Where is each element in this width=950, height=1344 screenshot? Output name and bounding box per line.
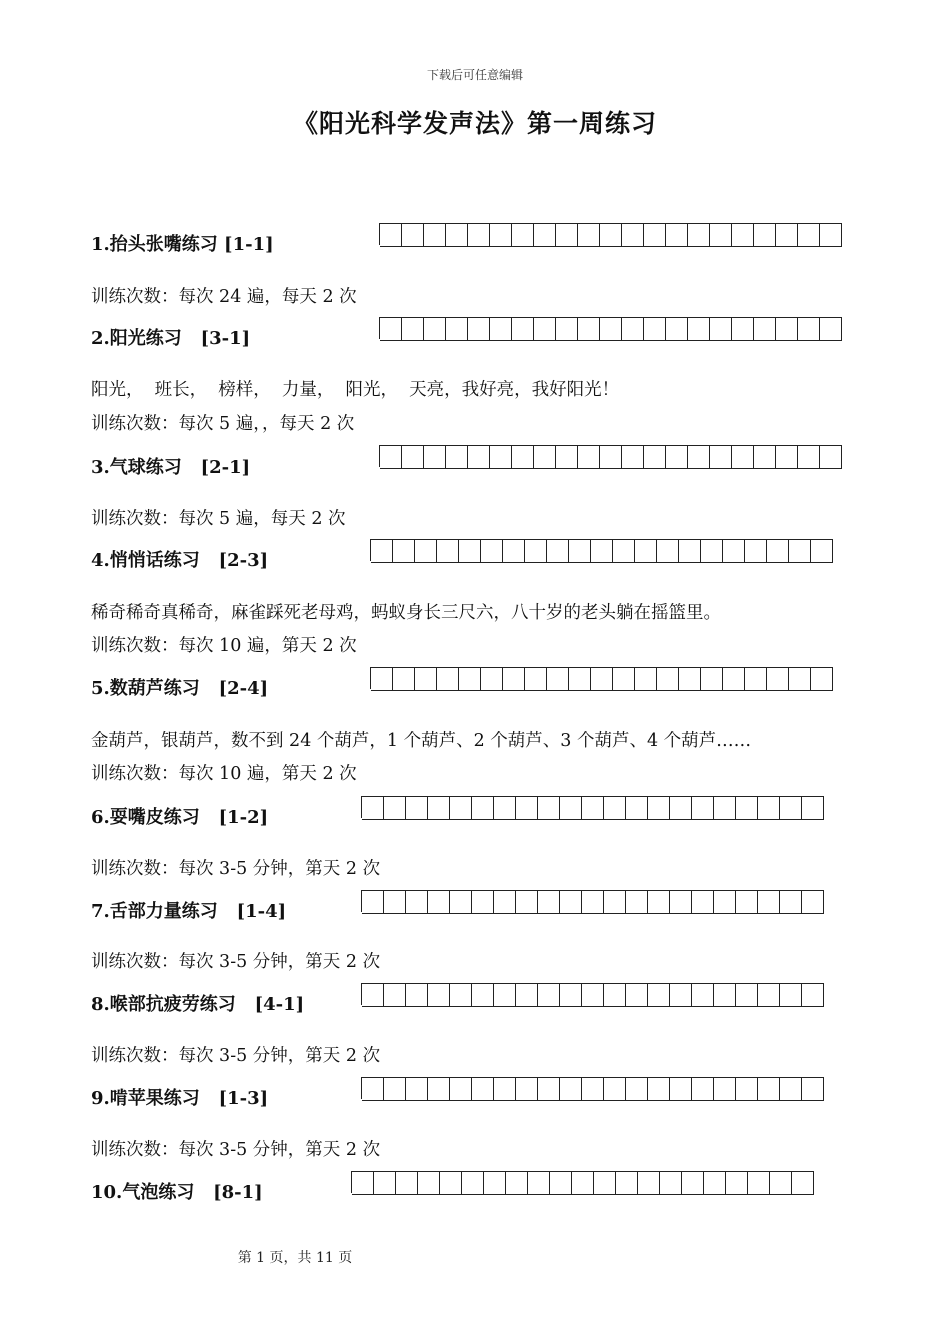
practice-checkbox[interactable] xyxy=(604,1077,626,1101)
practice-checkbox[interactable] xyxy=(714,1077,736,1101)
practice-checkbox[interactable] xyxy=(758,983,780,1007)
practice-checkbox[interactable] xyxy=(450,890,472,914)
practice-checkbox[interactable] xyxy=(415,667,437,691)
practice-checkbox[interactable] xyxy=(402,317,424,341)
practice-checkbox[interactable] xyxy=(682,1171,704,1195)
practice-checkbox[interactable] xyxy=(446,317,468,341)
practice-checkbox[interactable] xyxy=(534,317,556,341)
practice-checkbox[interactable] xyxy=(556,223,578,247)
practice-checkbox[interactable] xyxy=(428,890,450,914)
practice-checkbox[interactable] xyxy=(736,983,758,1007)
practice-checkbox[interactable] xyxy=(648,890,670,914)
practice-checkbox[interactable] xyxy=(384,1077,406,1101)
practice-checkbox[interactable] xyxy=(723,667,745,691)
practice-checkbox-grid xyxy=(370,667,833,689)
practice-checkbox[interactable] xyxy=(622,317,644,341)
practice-checkbox[interactable] xyxy=(798,317,820,341)
practice-checkbox[interactable] xyxy=(767,667,789,691)
practice-checkbox[interactable] xyxy=(560,1077,582,1101)
practice-checkbox[interactable] xyxy=(748,1171,770,1195)
practice-checkbox[interactable] xyxy=(798,223,820,247)
practice-checkbox-grid xyxy=(370,539,833,561)
practice-checkbox[interactable] xyxy=(406,796,428,820)
exercise-line: 训练次数：每次 3-5 分钟，第天 2 次 xyxy=(91,1140,381,1160)
practice-checkbox[interactable] xyxy=(547,539,569,563)
exercise-line: 训练次数：每次 10 遍，第天 2 次 xyxy=(91,764,357,784)
practice-checkbox[interactable] xyxy=(767,539,789,563)
practice-checkbox[interactable] xyxy=(802,890,824,914)
practice-checkbox[interactable] xyxy=(758,796,780,820)
practice-checkbox[interactable] xyxy=(516,1077,538,1101)
practice-checkbox[interactable] xyxy=(798,445,820,469)
practice-checkbox[interactable] xyxy=(736,1077,758,1101)
practice-checkbox[interactable] xyxy=(802,796,824,820)
practice-checkbox[interactable] xyxy=(710,223,732,247)
practice-checkbox[interactable] xyxy=(736,890,758,914)
practice-checkbox[interactable] xyxy=(688,223,710,247)
practice-checkbox[interactable] xyxy=(802,1077,824,1101)
practice-checkbox[interactable] xyxy=(736,796,758,820)
practice-checkbox[interactable] xyxy=(572,1171,594,1195)
practice-checkbox[interactable] xyxy=(776,445,798,469)
practice-checkbox[interactable] xyxy=(789,667,811,691)
practice-checkbox-grid xyxy=(379,445,842,467)
practice-checkbox[interactable] xyxy=(688,317,710,341)
practice-checkbox[interactable] xyxy=(802,983,824,1007)
practice-checkbox[interactable] xyxy=(534,223,556,247)
practice-checkbox[interactable] xyxy=(644,317,666,341)
practice-checkbox[interactable] xyxy=(594,1171,616,1195)
practice-checkbox[interactable] xyxy=(692,1077,714,1101)
practice-checkbox[interactable] xyxy=(604,890,626,914)
practice-checkbox[interactable] xyxy=(578,223,600,247)
practice-checkbox[interactable] xyxy=(701,539,723,563)
practice-checkbox[interactable] xyxy=(516,796,538,820)
practice-checkbox[interactable] xyxy=(459,667,481,691)
practice-checkbox[interactable] xyxy=(525,539,547,563)
page-footer: 第 1 页，共 11 页 xyxy=(237,1250,353,1266)
exercise-title: 4.悄悄话练习 [2-3] xyxy=(91,550,269,571)
practice-checkbox[interactable] xyxy=(710,317,732,341)
practice-checkbox[interactable] xyxy=(371,667,393,691)
practice-checkbox[interactable] xyxy=(418,1171,440,1195)
practice-checkbox[interactable] xyxy=(450,796,472,820)
practice-checkbox[interactable] xyxy=(657,539,679,563)
practice-checkbox[interactable] xyxy=(754,445,776,469)
practice-checkbox[interactable] xyxy=(626,983,648,1007)
practice-checkbox-grid xyxy=(361,890,824,912)
practice-checkbox[interactable] xyxy=(560,796,582,820)
practice-checkbox[interactable] xyxy=(396,1171,418,1195)
practice-checkbox[interactable] xyxy=(494,796,516,820)
practice-checkbox[interactable] xyxy=(616,1171,638,1195)
practice-checkbox[interactable] xyxy=(362,890,384,914)
practice-checkbox[interactable] xyxy=(745,539,767,563)
practice-checkbox[interactable] xyxy=(468,223,490,247)
practice-checkbox[interactable] xyxy=(692,796,714,820)
practice-checkbox[interactable] xyxy=(538,890,560,914)
practice-checkbox[interactable] xyxy=(484,1171,506,1195)
practice-checkbox[interactable] xyxy=(811,539,833,563)
practice-checkbox[interactable] xyxy=(670,1077,692,1101)
practice-checkbox[interactable] xyxy=(468,317,490,341)
practice-checkbox[interactable] xyxy=(424,223,446,247)
practice-checkbox[interactable] xyxy=(472,983,494,1007)
practice-checkbox[interactable] xyxy=(604,983,626,1007)
practice-checkbox[interactable] xyxy=(380,223,402,247)
practice-checkbox[interactable] xyxy=(714,796,736,820)
practice-checkbox[interactable] xyxy=(758,890,780,914)
practice-checkbox[interactable] xyxy=(732,223,754,247)
practice-checkbox[interactable] xyxy=(670,983,692,1007)
exercise-title: 8.喉部抗疲劳练习 [4-1] xyxy=(91,994,305,1015)
practice-checkbox[interactable] xyxy=(657,667,679,691)
practice-checkbox[interactable] xyxy=(415,539,437,563)
practice-checkbox[interactable] xyxy=(528,1171,550,1195)
practice-checkbox[interactable] xyxy=(644,445,666,469)
practice-checkbox[interactable] xyxy=(582,1077,604,1101)
practice-checkbox[interactable] xyxy=(820,445,842,469)
practice-checkbox[interactable] xyxy=(582,983,604,1007)
exercise-title: 1.抬头张嘴练习 [1-1] xyxy=(91,234,274,255)
practice-checkbox[interactable] xyxy=(481,539,503,563)
practice-checkbox[interactable] xyxy=(362,1077,384,1101)
practice-checkbox[interactable] xyxy=(538,983,560,1007)
header-note: 下载后可任意编辑 xyxy=(426,68,523,82)
practice-checkbox[interactable] xyxy=(380,445,402,469)
practice-checkbox[interactable] xyxy=(446,223,468,247)
practice-checkbox[interactable] xyxy=(490,317,512,341)
practice-checkbox[interactable] xyxy=(626,890,648,914)
practice-checkbox[interactable] xyxy=(701,667,723,691)
practice-checkbox[interactable] xyxy=(679,667,701,691)
practice-checkbox[interactable] xyxy=(666,223,688,247)
practice-checkbox[interactable] xyxy=(494,890,516,914)
practice-checkbox[interactable] xyxy=(714,890,736,914)
practice-checkbox[interactable] xyxy=(622,223,644,247)
practice-checkbox[interactable] xyxy=(525,667,547,691)
practice-checkbox[interactable] xyxy=(402,445,424,469)
practice-checkbox[interactable] xyxy=(770,1171,792,1195)
practice-checkbox[interactable] xyxy=(393,667,415,691)
practice-checkbox[interactable] xyxy=(780,796,802,820)
practice-checkbox[interactable] xyxy=(723,539,745,563)
practice-checkbox[interactable] xyxy=(732,445,754,469)
practice-checkbox[interactable] xyxy=(450,1077,472,1101)
practice-checkbox[interactable] xyxy=(688,445,710,469)
practice-checkbox[interactable] xyxy=(406,983,428,1007)
practice-checkbox[interactable] xyxy=(424,445,446,469)
practice-checkbox[interactable] xyxy=(648,796,670,820)
practice-checkbox[interactable] xyxy=(714,983,736,1007)
exercise-line: 训练次数：每次 5 遍，，每天 2 次 xyxy=(91,414,355,434)
practice-checkbox[interactable] xyxy=(726,1171,748,1195)
practice-checkbox[interactable] xyxy=(648,983,670,1007)
practice-checkbox[interactable] xyxy=(622,445,644,469)
practice-checkbox[interactable] xyxy=(820,317,842,341)
practice-checkbox[interactable] xyxy=(538,1077,560,1101)
practice-checkbox[interactable] xyxy=(437,667,459,691)
practice-checkbox[interactable] xyxy=(811,667,833,691)
practice-checkbox[interactable] xyxy=(538,796,560,820)
practice-checkbox[interactable] xyxy=(754,223,776,247)
practice-checkbox[interactable] xyxy=(362,796,384,820)
exercise-line: 训练次数：每次 5 遍，每天 2 次 xyxy=(91,509,346,529)
practice-checkbox[interactable] xyxy=(556,317,578,341)
practice-checkbox[interactable] xyxy=(472,796,494,820)
practice-checkbox[interactable] xyxy=(384,796,406,820)
exercise-title: 6.耍嘴皮练习 [1-2] xyxy=(91,807,269,828)
page-title: 《阳光科学发声法》第一周练习 xyxy=(292,109,657,138)
practice-checkbox[interactable] xyxy=(406,890,428,914)
practice-checkbox[interactable] xyxy=(472,1077,494,1101)
practice-checkbox[interactable] xyxy=(352,1171,374,1195)
exercise-title: 7.舌部力量练习 [1-4] xyxy=(91,901,287,922)
practice-checkbox[interactable] xyxy=(666,445,688,469)
practice-checkbox[interactable] xyxy=(380,317,402,341)
practice-checkbox[interactable] xyxy=(371,539,393,563)
practice-checkbox[interactable] xyxy=(578,317,600,341)
exercise-line: 金葫芦，银葫芦，数不到 24 个葫芦，1 个葫芦、2 个葫芦、3 个葫芦、4 个葫芦…… xyxy=(91,731,752,751)
practice-checkbox-grid xyxy=(361,983,824,1005)
exercise-line: 训练次数：每次 3-5 分钟，第天 2 次 xyxy=(91,859,381,879)
practice-checkbox[interactable] xyxy=(776,223,798,247)
practice-checkbox[interactable] xyxy=(569,667,591,691)
practice-checkbox[interactable] xyxy=(556,445,578,469)
practice-checkbox[interactable] xyxy=(494,983,516,1007)
practice-checkbox[interactable] xyxy=(732,317,754,341)
exercise-line: 训练次数：每次 10 遍，第天 2 次 xyxy=(91,636,357,656)
practice-checkbox[interactable] xyxy=(402,223,424,247)
practice-checkbox[interactable] xyxy=(710,445,732,469)
practice-checkbox[interactable] xyxy=(406,1077,428,1101)
practice-checkbox[interactable] xyxy=(754,317,776,341)
exercise-line: 稀奇稀奇真稀奇，麻雀踩死老母鸡，蚂蚁身长三尺六，八十岁的老头躺在摇篮里。 xyxy=(91,603,721,623)
practice-checkbox-grid xyxy=(361,796,824,818)
practice-checkbox[interactable] xyxy=(512,317,534,341)
practice-checkbox[interactable] xyxy=(613,667,635,691)
practice-checkbox[interactable] xyxy=(582,890,604,914)
practice-checkbox[interactable] xyxy=(506,1171,528,1195)
practice-checkbox[interactable] xyxy=(384,983,406,1007)
practice-checkbox[interactable] xyxy=(635,539,657,563)
practice-checkbox[interactable] xyxy=(745,667,767,691)
practice-checkbox[interactable] xyxy=(780,983,802,1007)
practice-checkbox[interactable] xyxy=(679,539,701,563)
exercise-line: 训练次数：每次 3-5 分钟，第天 2 次 xyxy=(91,1046,381,1066)
practice-checkbox[interactable] xyxy=(481,667,503,691)
practice-checkbox[interactable] xyxy=(666,317,688,341)
practice-checkbox[interactable] xyxy=(780,1077,802,1101)
practice-checkbox[interactable] xyxy=(776,317,798,341)
practice-checkbox[interactable] xyxy=(600,317,622,341)
practice-checkbox[interactable] xyxy=(374,1171,396,1195)
practice-checkbox[interactable] xyxy=(503,539,525,563)
practice-checkbox[interactable] xyxy=(384,890,406,914)
practice-checkbox[interactable] xyxy=(547,667,569,691)
exercise-line: 训练次数：每次 24 遍，每天 2 次 xyxy=(91,287,357,307)
practice-checkbox[interactable] xyxy=(516,983,538,1007)
practice-checkbox[interactable] xyxy=(792,1171,814,1195)
practice-checkbox[interactable] xyxy=(604,796,626,820)
practice-checkbox[interactable] xyxy=(550,1171,572,1195)
practice-checkbox[interactable] xyxy=(393,539,415,563)
practice-checkbox[interactable] xyxy=(591,539,613,563)
practice-checkbox[interactable] xyxy=(644,223,666,247)
practice-checkbox[interactable] xyxy=(459,539,481,563)
practice-checkbox[interactable] xyxy=(820,223,842,247)
practice-checkbox[interactable] xyxy=(428,983,450,1007)
practice-checkbox[interactable] xyxy=(490,445,512,469)
practice-checkbox[interactable] xyxy=(692,890,714,914)
practice-checkbox-grid xyxy=(379,317,842,339)
practice-checkbox[interactable] xyxy=(560,983,582,1007)
practice-checkbox[interactable] xyxy=(362,983,384,1007)
practice-checkbox[interactable] xyxy=(516,890,538,914)
exercise-title: 2.阳光练习 [3-1] xyxy=(91,328,251,349)
practice-checkbox[interactable] xyxy=(468,445,490,469)
practice-checkbox[interactable] xyxy=(560,890,582,914)
practice-checkbox[interactable] xyxy=(494,1077,516,1101)
practice-checkbox[interactable] xyxy=(503,667,525,691)
practice-checkbox[interactable] xyxy=(635,667,657,691)
practice-checkbox[interactable] xyxy=(446,445,468,469)
practice-checkbox[interactable] xyxy=(758,1077,780,1101)
practice-checkbox[interactable] xyxy=(670,890,692,914)
practice-checkbox[interactable] xyxy=(424,317,446,341)
practice-checkbox[interactable] xyxy=(534,445,556,469)
practice-checkbox[interactable] xyxy=(638,1171,660,1195)
practice-checkbox[interactable] xyxy=(626,796,648,820)
exercise-line: 阳光， 班长， 榜样， 力量， 阳光， 天亮，我好亮，我好阳光！ xyxy=(91,380,620,400)
exercise-title: 5.数葫芦练习 [2-4] xyxy=(91,678,269,699)
practice-checkbox[interactable] xyxy=(578,445,600,469)
practice-checkbox[interactable] xyxy=(428,1077,450,1101)
practice-checkbox[interactable] xyxy=(582,796,604,820)
practice-checkbox[interactable] xyxy=(440,1171,462,1195)
practice-checkbox[interactable] xyxy=(472,890,494,914)
practice-checkbox[interactable] xyxy=(704,1171,726,1195)
practice-checkbox-grid xyxy=(379,223,842,245)
practice-checkbox[interactable] xyxy=(626,1077,648,1101)
practice-checkbox[interactable] xyxy=(670,796,692,820)
practice-checkbox[interactable] xyxy=(600,223,622,247)
practice-checkbox[interactable] xyxy=(437,539,459,563)
practice-checkbox[interactable] xyxy=(780,890,802,914)
practice-checkbox[interactable] xyxy=(789,539,811,563)
practice-checkbox[interactable] xyxy=(428,796,450,820)
practice-checkbox-grid xyxy=(361,1077,824,1099)
practice-checkbox[interactable] xyxy=(600,445,622,469)
practice-checkbox[interactable] xyxy=(613,539,635,563)
practice-checkbox[interactable] xyxy=(490,223,512,247)
practice-checkbox[interactable] xyxy=(569,539,591,563)
exercise-line: 训练次数：每次 3-5 分钟，第天 2 次 xyxy=(91,952,381,972)
practice-checkbox-grid xyxy=(351,1171,814,1193)
practice-checkbox[interactable] xyxy=(591,667,613,691)
exercise-title: 3.气球练习 [2-1] xyxy=(91,457,251,478)
practice-checkbox[interactable] xyxy=(512,223,534,247)
practice-checkbox[interactable] xyxy=(648,1077,670,1101)
exercise-title: 9.啃苹果练习 [1-3] xyxy=(91,1088,269,1109)
practice-checkbox[interactable] xyxy=(450,983,472,1007)
practice-checkbox[interactable] xyxy=(512,445,534,469)
practice-checkbox[interactable] xyxy=(660,1171,682,1195)
practice-checkbox[interactable] xyxy=(462,1171,484,1195)
exercise-title: 10.气泡练习 [8-1] xyxy=(91,1182,263,1203)
practice-checkbox[interactable] xyxy=(692,983,714,1007)
